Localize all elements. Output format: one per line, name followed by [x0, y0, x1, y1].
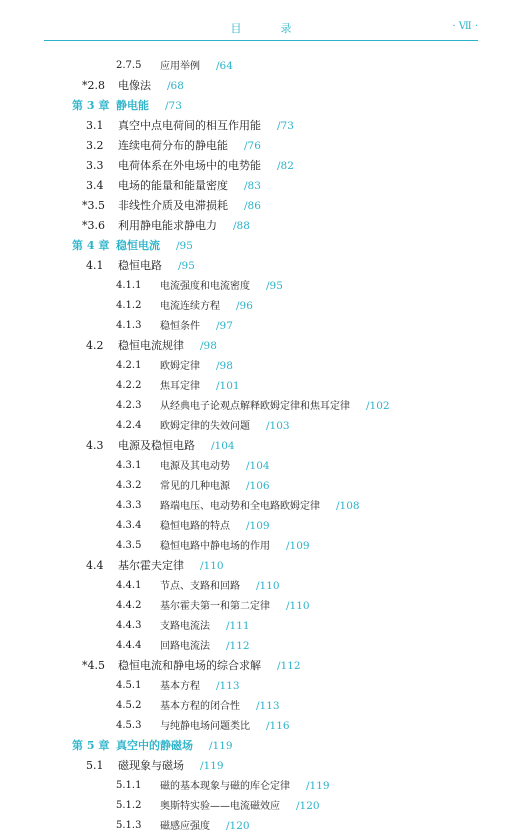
toc-entry-number: 4.3.2	[116, 480, 142, 491]
toc-entry-page[interactable]: /120	[296, 800, 320, 812]
toc-entry-number: 4.3.3	[116, 500, 142, 511]
table-of-contents	[0, 56, 520, 836]
toc-entry-number: 4.3.1	[116, 460, 142, 471]
toc-entry-label: 稳恒电流规律	[118, 339, 184, 352]
toc-entry-label: 电荷体系在外电场中的电势能	[118, 159, 261, 172]
toc-entry-label: 与纯静电场问题类比	[160, 721, 250, 732]
toc-entry-label: 电像法	[118, 79, 151, 92]
toc-entry[interactable]	[0, 256, 520, 276]
toc-entry-title	[118, 76, 184, 96]
toc-entry-page[interactable]: /98	[200, 340, 217, 352]
toc-entry[interactable]	[0, 516, 520, 536]
toc-entry[interactable]	[0, 696, 520, 716]
toc-entry-number: 3.1	[86, 119, 104, 132]
toc-entry[interactable]	[0, 316, 520, 336]
toc-entry-title	[160, 576, 280, 597]
toc-entry-label: 欧姆定律	[160, 361, 200, 372]
toc-entry-label: 基本方程	[160, 681, 200, 692]
toc-entry-title	[160, 716, 290, 737]
toc-entry-number: 4.4	[86, 559, 104, 572]
toc-entry-number: 4.3	[86, 439, 104, 452]
toc-entry-title	[160, 376, 240, 397]
toc-entry-label: 焦耳定律	[160, 381, 200, 392]
toc-entry-number: *4.5	[82, 659, 105, 672]
toc-entry-page[interactable]: /95	[266, 280, 283, 292]
toc-entry-number: 4.5.3	[116, 720, 142, 731]
toc-entry[interactable]	[0, 376, 520, 396]
toc-entry-title	[160, 476, 270, 497]
toc-entry-title	[116, 96, 182, 116]
toc-entry-title	[116, 736, 233, 756]
toc-entry-title	[160, 276, 283, 297]
toc-entry-number: 4.4.3	[116, 620, 142, 631]
toc-entry-number: 4.2.2	[116, 380, 142, 391]
toc-entry-label: 欧姆定律的失效问题	[160, 421, 250, 432]
toc-entry-page[interactable]: /106	[246, 480, 270, 492]
toc-entry-label: 应用举例	[160, 61, 200, 72]
toc-entry[interactable]	[0, 396, 520, 416]
toc-entry-title	[160, 636, 250, 657]
toc-entry-label: 路端电压、电动势和全电路欧姆定律	[160, 501, 320, 512]
toc-entry[interactable]	[0, 276, 520, 296]
toc-entry-page[interactable]: /97	[216, 320, 233, 332]
toc-entry-title	[160, 356, 233, 377]
toc-entry-number: 4.4.2	[116, 600, 142, 611]
toc-entry-page[interactable]: /112	[277, 660, 301, 672]
toc-entry-label: 非线性介质及电滞损耗	[118, 199, 228, 212]
toc-entry-page[interactable]: /110	[286, 600, 310, 612]
toc-entry-number: 4.2	[86, 339, 104, 352]
toc-entry-title	[116, 236, 193, 256]
toc-entry[interactable]	[0, 56, 520, 76]
toc-entry-number: 4.5.2	[116, 700, 142, 711]
toc-entry-page[interactable]: /82	[277, 160, 294, 172]
toc-entry-label: 稳恒电路	[118, 259, 162, 272]
toc-entry-label: 磁感应强度	[160, 821, 210, 832]
toc-entry[interactable]	[0, 76, 520, 96]
toc-entry-number: 5.1.1	[116, 780, 142, 791]
toc-entry-title	[118, 156, 294, 176]
toc-entry[interactable]	[0, 116, 520, 136]
toc-entry-title	[160, 516, 270, 537]
header-page-number: · Ⅶ ·	[452, 21, 478, 32]
toc-entry-page[interactable]: /109	[286, 540, 310, 552]
toc-entry[interactable]	[0, 776, 520, 796]
toc-entry[interactable]	[0, 616, 520, 636]
toc-entry[interactable]	[0, 716, 520, 736]
toc-entry[interactable]	[0, 136, 520, 156]
toc-entry[interactable]	[0, 656, 520, 676]
toc-entry[interactable]	[0, 296, 520, 316]
toc-entry-page[interactable]: /95	[176, 240, 193, 252]
toc-entry[interactable]	[0, 196, 520, 216]
toc-entry[interactable]	[0, 476, 520, 496]
toc-entry-title	[118, 336, 217, 356]
toc-entry-title	[160, 676, 240, 697]
toc-entry-title	[160, 596, 310, 617]
toc-entry-number: *2.8	[82, 79, 105, 92]
header-title: 目 录	[230, 22, 306, 35]
toc-entry-number: 第 4 章	[72, 239, 110, 252]
toc-entry[interactable]	[0, 356, 520, 376]
toc-entry-number: 4.2.4	[116, 420, 142, 431]
toc-entry-label: 利用静电能求静电力	[118, 219, 217, 232]
toc-entry-label: 从经典电子论观点解释欧姆定律和焦耳定律	[160, 401, 350, 412]
toc-entry-title	[118, 196, 261, 216]
toc-entry-label: 回路电流法	[160, 641, 210, 652]
toc-entry-label: 电场的能量和能量密度	[118, 179, 228, 192]
toc-entry-title	[118, 216, 250, 236]
toc-entry[interactable]	[0, 176, 520, 196]
toc-entry-number: 5.1.2	[116, 800, 142, 811]
toc-entry-number: 3.3	[86, 159, 104, 172]
toc-entry-label: 磁现象与磁场	[118, 759, 184, 772]
toc-entry-number: 5.1	[86, 759, 104, 772]
toc-entry[interactable]	[0, 156, 520, 176]
toc-entry[interactable]	[0, 536, 520, 556]
toc-entry-number: 4.1	[86, 259, 104, 272]
toc-entry-page[interactable]: /83	[244, 180, 261, 192]
toc-entry-title	[118, 136, 261, 156]
toc-entry-label: 稳恒电流	[116, 239, 160, 252]
toc-entry-title	[160, 56, 233, 77]
toc-entry-page[interactable]: /110	[256, 580, 280, 592]
toc-entry-page[interactable]: /98	[216, 360, 233, 372]
toc-entry-number: 4.4.1	[116, 580, 142, 591]
toc-entry-page[interactable]: /120	[226, 820, 250, 832]
toc-entry-title	[160, 816, 250, 837]
toc-entry-title	[160, 616, 250, 637]
toc-entry-title	[118, 556, 224, 576]
toc-entry-number: 4.2.3	[116, 400, 142, 411]
toc-entry-number: 4.1.2	[116, 300, 142, 311]
toc-entry-title	[160, 496, 360, 517]
toc-entry-page[interactable]: /101	[216, 380, 240, 392]
toc-entry-number: *3.6	[82, 219, 105, 232]
toc-entry-label: 电流连续方程	[160, 301, 220, 312]
toc-entry-label: 基本方程的闭合性	[160, 701, 240, 712]
toc-entry-number: 4.4.4	[116, 640, 142, 651]
toc-entry-number: 4.1.1	[116, 280, 142, 291]
toc-entry-number: 4.1.3	[116, 320, 142, 331]
toc-entry-label: 电源及稳恒电路	[118, 439, 195, 452]
toc-entry-page[interactable]: /68	[167, 80, 184, 92]
toc-entry-page[interactable]: /119	[209, 740, 233, 752]
toc-entry-number: 2.7.5	[116, 60, 142, 71]
toc-entry-page[interactable]: /108	[336, 500, 360, 512]
toc-entry[interactable]	[0, 596, 520, 616]
toc-entry-label: 连续电荷分布的静电能	[118, 139, 228, 152]
toc-entry[interactable]	[0, 456, 520, 476]
toc-entry[interactable]	[0, 556, 520, 576]
toc-entry-label: 支路电流法	[160, 621, 210, 632]
toc-entry-page[interactable]: /113	[216, 680, 240, 692]
toc-entry-label: 真空中点电荷间的相互作用能	[118, 119, 261, 132]
toc-entry-number: 4.5.1	[116, 680, 142, 691]
toc-entry-title	[160, 536, 310, 557]
toc-entry-title	[118, 656, 301, 676]
toc-entry-page[interactable]: /119	[306, 780, 330, 792]
toc-entry-label: 基尔霍夫第一和第二定律	[160, 601, 270, 612]
toc-entry-label: 真空中的静磁场	[116, 739, 193, 752]
toc-entry-number: 4.2.1	[116, 360, 142, 371]
toc-entry-page[interactable]: /119	[200, 760, 224, 772]
toc-entry[interactable]	[0, 576, 520, 596]
toc-entry-title	[160, 416, 290, 437]
toc-entry-title	[118, 176, 261, 196]
toc-entry-number: *3.5	[82, 199, 105, 212]
toc-entry-label: 稳恒电路的特点	[160, 521, 230, 532]
toc-entry[interactable]	[0, 336, 520, 356]
toc-entry[interactable]	[0, 736, 520, 756]
toc-entry-label: 静电能	[116, 99, 149, 112]
toc-entry-page[interactable]: /102	[366, 400, 390, 412]
toc-entry-page[interactable]: /73	[277, 120, 294, 132]
toc-entry-label: 稳恒电路中静电场的作用	[160, 541, 270, 552]
toc-entry-title	[118, 756, 224, 776]
toc-entry-title	[160, 776, 330, 797]
toc-entry-number: 3.4	[86, 179, 104, 192]
toc-entry-label: 电流强度和电流密度	[160, 281, 250, 292]
toc-entry-label: 磁的基本现象与磁的库仑定律	[160, 781, 290, 792]
toc-entry-page[interactable]: /76	[244, 140, 261, 152]
toc-entry[interactable]	[0, 416, 520, 436]
toc-entry-title	[160, 796, 320, 817]
toc-entry-label: 奥斯特实验——电流磁效应	[160, 801, 280, 812]
toc-entry-number: 第 5 章	[72, 739, 110, 752]
toc-entry[interactable]	[0, 96, 520, 116]
toc-entry-page[interactable]: /109	[246, 520, 270, 532]
toc-entry[interactable]	[0, 236, 520, 256]
toc-entry-title	[160, 456, 270, 477]
toc-entry-page[interactable]: /103	[266, 420, 290, 432]
toc-entry-label: 电源及其电动势	[160, 461, 230, 472]
toc-entry-label: 节点、支路和回路	[160, 581, 240, 592]
toc-entry-page[interactable]: /64	[216, 60, 233, 72]
toc-entry-label: 常见的几种电源	[160, 481, 230, 492]
toc-entry-title	[160, 696, 280, 717]
toc-entry-page[interactable]: /104	[246, 460, 270, 472]
toc-entry-page[interactable]: /95	[178, 260, 195, 272]
toc-entry[interactable]	[0, 816, 520, 836]
toc-entry-title	[118, 436, 235, 456]
toc-entry-number: 4.3.4	[116, 520, 142, 531]
toc-entry-page[interactable]: /86	[244, 200, 261, 212]
toc-entry[interactable]	[0, 496, 520, 516]
toc-entry-number: 4.3.5	[116, 540, 142, 551]
toc-entry-page[interactable]: /96	[236, 300, 253, 312]
toc-entry-title	[118, 256, 195, 276]
toc-entry-title	[160, 396, 390, 417]
toc-entry-page[interactable]: /116	[266, 720, 290, 732]
toc-entry-page[interactable]: /111	[226, 620, 250, 632]
toc-entry-page[interactable]: /113	[256, 700, 280, 712]
toc-entry[interactable]	[0, 436, 520, 456]
toc-entry-page[interactable]: /104	[211, 440, 235, 452]
toc-entry-title	[160, 316, 233, 337]
toc-entry-page[interactable]: /112	[226, 640, 250, 652]
toc-entry[interactable]	[0, 676, 520, 696]
toc-entry-label: 基尔霍夫定律	[118, 559, 184, 572]
toc-entry[interactable]	[0, 756, 520, 776]
toc-entry[interactable]	[0, 796, 520, 816]
toc-entry[interactable]	[0, 636, 520, 656]
toc-entry[interactable]	[0, 216, 520, 236]
toc-entry-label: 稳恒电流和静电场的综合求解	[118, 659, 261, 672]
toc-entry-title	[118, 116, 294, 136]
toc-entry-number: 5.1.3	[116, 820, 142, 831]
toc-entry-number: 第 3 章	[72, 99, 110, 112]
toc-entry-page[interactable]: /110	[200, 560, 224, 572]
page-header	[44, 18, 478, 41]
toc-entry-title	[160, 296, 253, 317]
toc-entry-page[interactable]: /88	[233, 220, 250, 232]
toc-entry-page[interactable]: /73	[165, 100, 182, 112]
toc-entry-number: 3.2	[86, 139, 104, 152]
toc-entry-label: 稳恒条件	[160, 321, 200, 332]
